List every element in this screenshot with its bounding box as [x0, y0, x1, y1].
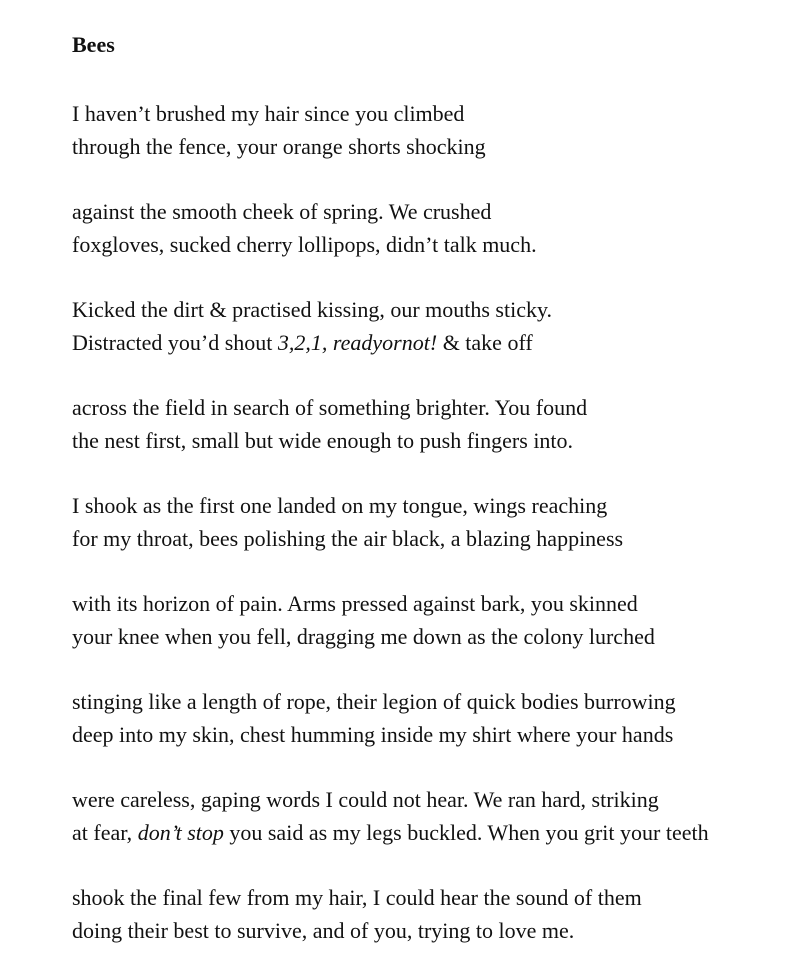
poem-line: against the smooth cheek of spring. We crushed: [72, 199, 492, 224]
stanza: [72, 490, 802, 555]
poem-line: doing their best to survive, and of you, trying to love me.: [72, 917, 575, 943]
poem-line: the nest first, small but wide enough to push fingers into.: [72, 427, 574, 453]
italic-phrase: 3,2,1, readyornot!: [277, 329, 438, 355]
stanza: [72, 294, 802, 359]
stanza: [72, 882, 802, 947]
stanza: [72, 392, 802, 457]
poem-line: stinging like a length of rope, their legion of quick bodies burrowing: [72, 689, 676, 714]
poem-line: I shook as the first one landed on my tongue, wings reaching: [72, 493, 608, 518]
stanza: [72, 196, 802, 261]
stanza: [72, 686, 802, 751]
poem-line: across the field in search of something brighter. You found: [72, 395, 588, 420]
stanza: [72, 98, 802, 163]
poem-line: at fear, don’t stop you said as my legs buckled. When you grit your teeth: [72, 819, 709, 845]
poem-line: deep into my skin, chest humming inside my shirt where your hands: [72, 721, 674, 747]
poem-line: your knee when you fell, dragging me down as the colony lurched: [72, 623, 655, 649]
poem-page: [72, 30, 802, 980]
poem-line: shook the final few from my hair, I could hear the sound of them: [72, 885, 642, 910]
poem-line: for my throat, bees polishing the air black, a blazing happiness: [72, 525, 624, 551]
poem-line: were careless, gaping words I could not hear. We ran hard, striking: [72, 787, 659, 812]
poem-line: foxgloves, sucked cherry lollipops, didn’t talk much.: [72, 231, 537, 257]
poem-line: I haven’t brushed my hair since you climbed: [72, 101, 465, 126]
poem-line: Kicked the dirt & practised kissing, our mouths sticky.: [72, 297, 553, 322]
poem-line: Distracted you’d shout 3,2,1, readyornot! & take off: [72, 329, 533, 355]
poem-line: with its horizon of pain. Arms pressed against bark, you skinned: [72, 591, 638, 616]
italic-phrase: don’t stop: [137, 819, 224, 845]
stanza: [72, 784, 802, 849]
poem-line: through the fence, your orange shorts shocking: [72, 133, 486, 159]
stanza: [72, 588, 802, 653]
poem-title: Bees: [72, 32, 115, 57]
